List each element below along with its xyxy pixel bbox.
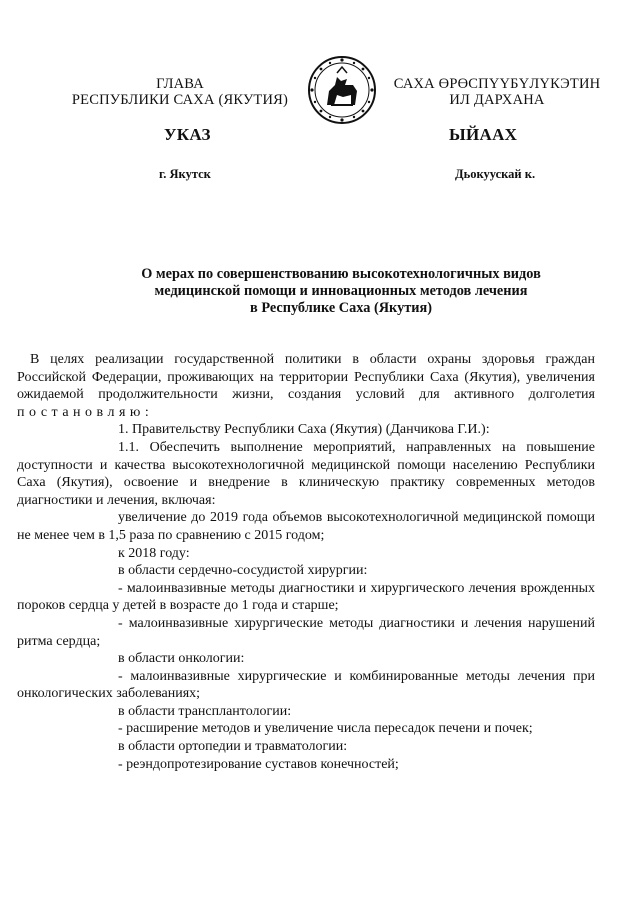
preamble-keyword: постановляю: bbox=[17, 404, 154, 420]
list-item-oncology: - малоинвазивные хирургические и комбинированные методы лечения при онкологических заболеваниях; bbox=[17, 668, 595, 702]
decree-body bbox=[17, 351, 595, 773]
decree-title bbox=[100, 266, 582, 317]
paragraph-by-2018: к 2018 году: bbox=[118, 545, 190, 561]
issuer-block-ru bbox=[62, 76, 298, 108]
issuer-line-1-sakha: САХА ӨРӨСПҮҮБҮЛҮКЭТИН bbox=[393, 76, 601, 92]
paragraph-volume: увеличение до 2019 года объемов высокотехнологичной медицинской помощи не менее чем в 1,5 раза по сравнению с 2015 годом; bbox=[17, 510, 595, 543]
issuer-line-2: РЕСПУБЛИКИ САХА (ЯКУТИЯ) bbox=[71, 92, 289, 108]
paragraph-cardio: в области сердечно-сосудистой хирургии: bbox=[118, 563, 368, 579]
paragraph-ortho: в области ортопедии и травматологии: bbox=[118, 739, 348, 755]
paragraph-preamble bbox=[17, 351, 595, 421]
title-line-1: О мерах по совершенствованию высокотехнологичных видов bbox=[141, 266, 541, 282]
title-line-2: медицинской помощи и инновационных методов лечения bbox=[154, 283, 528, 299]
issuer-line-2-sakha: ИЛ ДАРХАНА bbox=[449, 92, 545, 108]
doc-type-ru: УКАЗ bbox=[164, 125, 211, 144]
issuer-line-1: ГЛАВА bbox=[156, 76, 204, 92]
list-item-cardio-1: - малоинвазивные методы диагностики и хирургического лечения врожденных пороков сердца у детей в возрасте до 1 года и старше; bbox=[17, 580, 595, 614]
paragraph-1-1: 1.1. Обеспечить выполнение мероприятий, направленных на повышение доступности и качества высокотехнологичной медицинской помощи населению Республики Саха (Якутия), освоение и внедрение в клиническую практику современных методов диагностики и лечения, включая: bbox=[17, 439, 595, 508]
coat-of-arms-icon bbox=[307, 55, 377, 125]
place-sakha: Дьокуускай к. bbox=[455, 167, 536, 181]
doc-type-sakha: ЫЙААХ bbox=[449, 125, 518, 144]
paragraph-transplant: в области трансплантологии: bbox=[118, 703, 292, 719]
preamble-text: В целях реализации государственной политики в области охраны здоровья граждан Российской Федерации, проживающих на территории Республики Саха (Якутия), увеличения ожидаемой продолжительности жизни, создания условий для активного долголетия bbox=[17, 352, 595, 403]
paragraph-1: 1. Правительству Республики Саха (Якутия) (Данчикова Г.И.): bbox=[118, 422, 490, 438]
list-item-transplant: - расширение методов и увеличение числа пересадок печени и почек; bbox=[118, 721, 533, 737]
issuer-block-sakha bbox=[392, 76, 602, 108]
place-ru: г. Якутск bbox=[159, 167, 211, 181]
list-item-ortho: - реэндопротезирование суставов конечностей; bbox=[118, 756, 399, 772]
list-item-cardio-2: - малоинвазивные хирургические методы диагностики и лечения нарушений ритма сердца; bbox=[17, 615, 595, 649]
paragraph-oncology: в области онкологии: bbox=[118, 651, 245, 667]
title-line-3: в Республике Саха (Якутия) bbox=[250, 300, 432, 316]
